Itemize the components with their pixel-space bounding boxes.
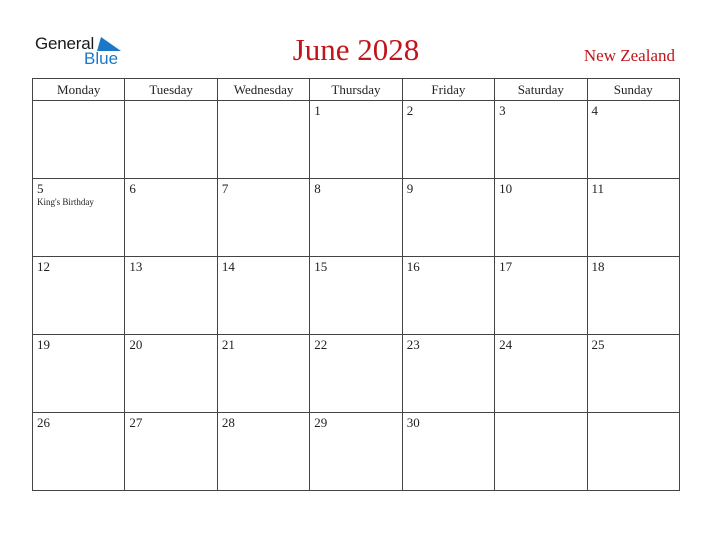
day-number: 1 [314,103,321,118]
day-cell [33,179,125,257]
day-cell [125,335,217,413]
calendar-title: June 2028 [292,32,420,67]
logo-word-blue: Blue [84,49,119,68]
day-cell [587,413,679,491]
logo-word-general: General [35,34,95,53]
day-number: 9 [406,181,414,196]
day-number: 25 [591,337,605,352]
day-number: 15 [314,259,328,274]
day-number: 6 [129,181,136,196]
day-cell [402,257,494,335]
holiday-label: King's Birthday [37,197,94,207]
day-number: 10 [499,181,513,196]
week-row [33,101,680,179]
weekday-header: Saturday [495,79,587,101]
day-number: 17 [499,259,513,274]
week-row [33,179,680,257]
day-cell [33,101,125,179]
day-number: 7 [221,181,229,196]
day-cell [217,101,309,179]
day-cell [217,179,309,257]
week-row [33,257,680,335]
day-cell [310,335,402,413]
day-cell [125,179,217,257]
day-number [218,101,309,103]
day-number: 21 [221,337,235,352]
day-cell [495,335,587,413]
day-number: 2 [406,103,414,118]
week-row [33,335,680,413]
day-cell [125,257,217,335]
day-cell [495,179,587,257]
day-number: 13 [129,259,143,274]
day-number: 27 [129,415,143,430]
weekday-header: Wednesday [217,79,309,101]
day-cell [587,257,679,335]
weekday-header-row [33,79,680,101]
day-cell [217,257,309,335]
day-cell [587,335,679,413]
country-label: New Zealand [583,46,675,65]
day-number: 4 [591,103,599,118]
day-cell [310,257,402,335]
day-number: 5 [37,181,44,196]
day-number: 3 [499,103,506,118]
day-cell [402,101,494,179]
day-number [125,101,216,103]
weekday-header: Tuesday [125,79,217,101]
day-number: 26 [37,415,50,430]
weekday-header: Friday [402,79,494,101]
day-cell [125,413,217,491]
day-number [588,413,679,415]
day-cell [33,413,125,491]
day-cell [310,413,402,491]
day-number: 11 [591,181,605,196]
day-cell [217,413,309,491]
weekday-header: Sunday [587,79,679,101]
day-number: 12 [37,259,50,274]
calendar-grid [32,78,680,491]
weekday-header: Thursday [310,79,402,101]
day-number: 20 [129,337,143,352]
day-cell [587,179,679,257]
day-cell [125,101,217,179]
day-number: 8 [314,181,321,196]
day-number: 24 [499,337,513,352]
day-number: 23 [406,337,420,352]
day-cell [402,179,494,257]
day-cell [217,335,309,413]
day-number [33,101,124,103]
day-cell [402,413,494,491]
day-number: 18 [591,259,605,274]
day-number: 29 [314,415,328,430]
day-number: 30 [406,415,420,430]
day-cell [33,257,125,335]
day-number: 19 [37,337,50,352]
day-number: 22 [314,337,328,352]
day-cell [402,335,494,413]
day-number [495,413,586,415]
day-cell [33,335,125,413]
day-cell [310,179,402,257]
day-cell [587,101,679,179]
day-number: 14 [221,259,235,274]
week-row [33,413,680,491]
day-cell [310,101,402,179]
day-number: 16 [406,259,420,274]
day-cell [495,413,587,491]
weekday-header: Monday [33,79,125,101]
day-cell [495,101,587,179]
day-cell [495,257,587,335]
day-number: 28 [221,415,235,430]
